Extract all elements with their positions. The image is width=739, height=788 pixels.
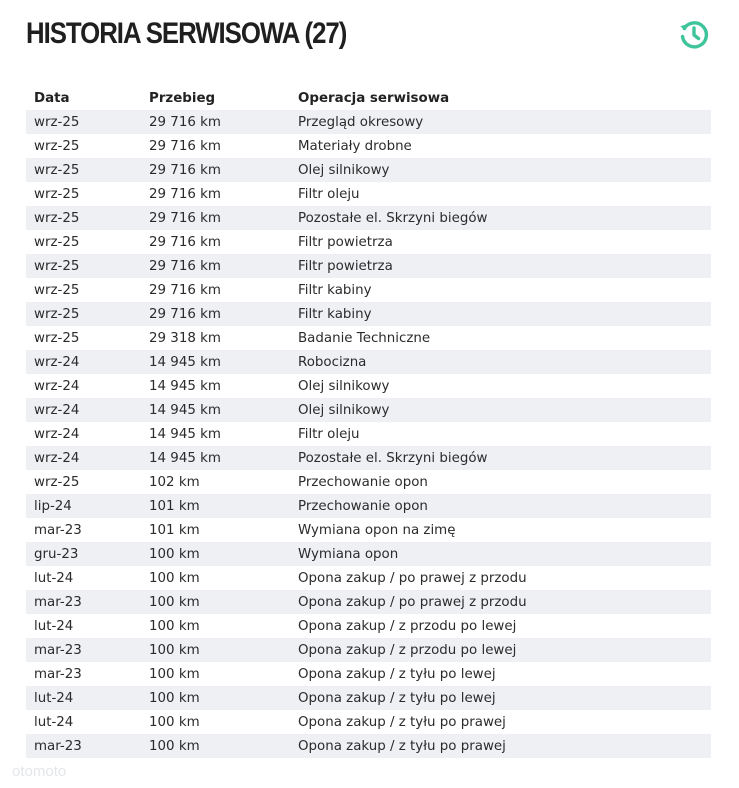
page-header [26, 12, 711, 56]
table-row [26, 422, 711, 446]
history-icon[interactable] [677, 17, 711, 51]
cell-mileage: 100 km [141, 590, 290, 614]
table-body [26, 110, 711, 758]
cell-mileage: 14 945 km [141, 422, 290, 446]
cell-mileage: 100 km [141, 686, 290, 710]
table-row [26, 614, 711, 638]
cell-operation: Filtr kabiny [290, 302, 711, 326]
table-row [26, 566, 711, 590]
cell-operation: Pozostałe el. Skrzyni biegów [290, 446, 711, 470]
cell-date: mar-23 [26, 734, 141, 758]
cell-date: wrz-25 [26, 254, 141, 278]
table-header-row [26, 86, 711, 110]
cell-mileage: 29 716 km [141, 230, 290, 254]
cell-date: mar-23 [26, 638, 141, 662]
cell-operation: Badanie Techniczne [290, 326, 711, 350]
table-row [26, 134, 711, 158]
cell-mileage: 101 km [141, 518, 290, 542]
cell-mileage: 29 716 km [141, 302, 290, 326]
column-header-mileage: Przebieg [149, 90, 216, 106]
cell-operation: Wymiana opon [290, 542, 711, 566]
column-header-date: Data [34, 90, 70, 106]
cell-date: wrz-25 [26, 326, 141, 350]
table-row [26, 686, 711, 710]
cell-mileage: 100 km [141, 542, 290, 566]
cell-operation: Materiały drobne [290, 134, 711, 158]
cell-date: lip-24 [26, 494, 141, 518]
table-row [26, 158, 711, 182]
table-row [26, 446, 711, 470]
cell-mileage: 100 km [141, 614, 290, 638]
cell-mileage: 100 km [141, 638, 290, 662]
cell-mileage: 100 km [141, 566, 290, 590]
cell-operation: Olej silnikowy [290, 374, 711, 398]
table-row [26, 326, 711, 350]
cell-operation: Pozostałe el. Skrzyni biegów [290, 206, 711, 230]
cell-date: wrz-25 [26, 110, 141, 134]
cell-operation: Filtr kabiny [290, 278, 711, 302]
table-row [26, 398, 711, 422]
table-row [26, 662, 711, 686]
cell-mileage: 100 km [141, 710, 290, 734]
table-row [26, 230, 711, 254]
cell-operation: Przechowanie opon [290, 494, 711, 518]
cell-mileage: 100 km [141, 662, 290, 686]
cell-date: wrz-25 [26, 278, 141, 302]
cell-operation: Opona zakup / z tyłu po prawej [290, 734, 711, 758]
cell-date: mar-23 [26, 518, 141, 542]
cell-operation: Przegląd okresowy [290, 110, 711, 134]
cell-operation: Opona zakup / po prawej z przodu [290, 590, 711, 614]
cell-date: wrz-25 [26, 230, 141, 254]
cell-mileage: 29 716 km [141, 134, 290, 158]
cell-date: wrz-25 [26, 470, 141, 494]
cell-mileage: 29 716 km [141, 254, 290, 278]
table-row [26, 638, 711, 662]
service-history-table [26, 86, 711, 758]
cell-date: wrz-24 [26, 398, 141, 422]
table-row [26, 710, 711, 734]
table-row [26, 494, 711, 518]
cell-date: wrz-24 [26, 422, 141, 446]
table-row [26, 470, 711, 494]
cell-operation: Olej silnikowy [290, 158, 711, 182]
table-row [26, 110, 711, 134]
cell-mileage: 29 318 km [141, 326, 290, 350]
cell-date: gru-23 [26, 542, 141, 566]
table-row [26, 518, 711, 542]
cell-date: wrz-25 [26, 182, 141, 206]
cell-operation: Filtr oleju [290, 422, 711, 446]
cell-operation: Wymiana opon na zimę [290, 518, 711, 542]
cell-date: wrz-25 [26, 134, 141, 158]
table-row [26, 302, 711, 326]
cell-mileage: 14 945 km [141, 398, 290, 422]
cell-operation: Opona zakup / po prawej z przodu [290, 566, 711, 590]
cell-mileage: 29 716 km [141, 110, 290, 134]
cell-date: wrz-25 [26, 206, 141, 230]
cell-mileage: 14 945 km [141, 350, 290, 374]
cell-operation: Robocizna [290, 350, 711, 374]
table-row [26, 374, 711, 398]
cell-date: lut-24 [26, 686, 141, 710]
table-row [26, 278, 711, 302]
watermark-logo: otomoto [12, 763, 67, 780]
table-row [26, 542, 711, 566]
cell-mileage: 101 km [141, 494, 290, 518]
cell-operation: Opona zakup / z przodu po lewej [290, 638, 711, 662]
table-row [26, 590, 711, 614]
cell-operation: Opona zakup / z tyłu po lewej [290, 662, 711, 686]
cell-operation: Filtr powietrza [290, 230, 711, 254]
cell-mileage: 29 716 km [141, 158, 290, 182]
cell-mileage: 14 945 km [141, 374, 290, 398]
cell-operation: Przechowanie opon [290, 470, 711, 494]
cell-operation: Filtr oleju [290, 182, 711, 206]
cell-date: wrz-25 [26, 302, 141, 326]
page-title: HISTORIA SERWISOWA (27) [26, 17, 347, 50]
cell-date: wrz-25 [26, 158, 141, 182]
cell-mileage: 29 716 km [141, 206, 290, 230]
cell-operation: Opona zakup / z przodu po lewej [290, 614, 711, 638]
cell-operation: Filtr powietrza [290, 254, 711, 278]
cell-operation: Opona zakup / z tyłu po lewej [290, 686, 711, 710]
table-row [26, 182, 711, 206]
table-row [26, 734, 711, 758]
cell-date: wrz-24 [26, 374, 141, 398]
cell-mileage: 14 945 km [141, 446, 290, 470]
cell-date: lut-24 [26, 710, 141, 734]
cell-date: lut-24 [26, 614, 141, 638]
cell-mileage: 102 km [141, 470, 290, 494]
cell-date: lut-24 [26, 566, 141, 590]
column-header-operation: Operacja serwisowa [298, 90, 450, 106]
cell-date: wrz-24 [26, 350, 141, 374]
table-row [26, 206, 711, 230]
cell-operation: Olej silnikowy [290, 398, 711, 422]
cell-date: mar-23 [26, 590, 141, 614]
cell-date: mar-23 [26, 662, 141, 686]
cell-mileage: 29 716 km [141, 278, 290, 302]
cell-date: wrz-24 [26, 446, 141, 470]
table-row [26, 350, 711, 374]
cell-operation: Opona zakup / z tyłu po prawej [290, 710, 711, 734]
table-row [26, 254, 711, 278]
cell-mileage: 100 km [141, 734, 290, 758]
cell-mileage: 29 716 km [141, 182, 290, 206]
